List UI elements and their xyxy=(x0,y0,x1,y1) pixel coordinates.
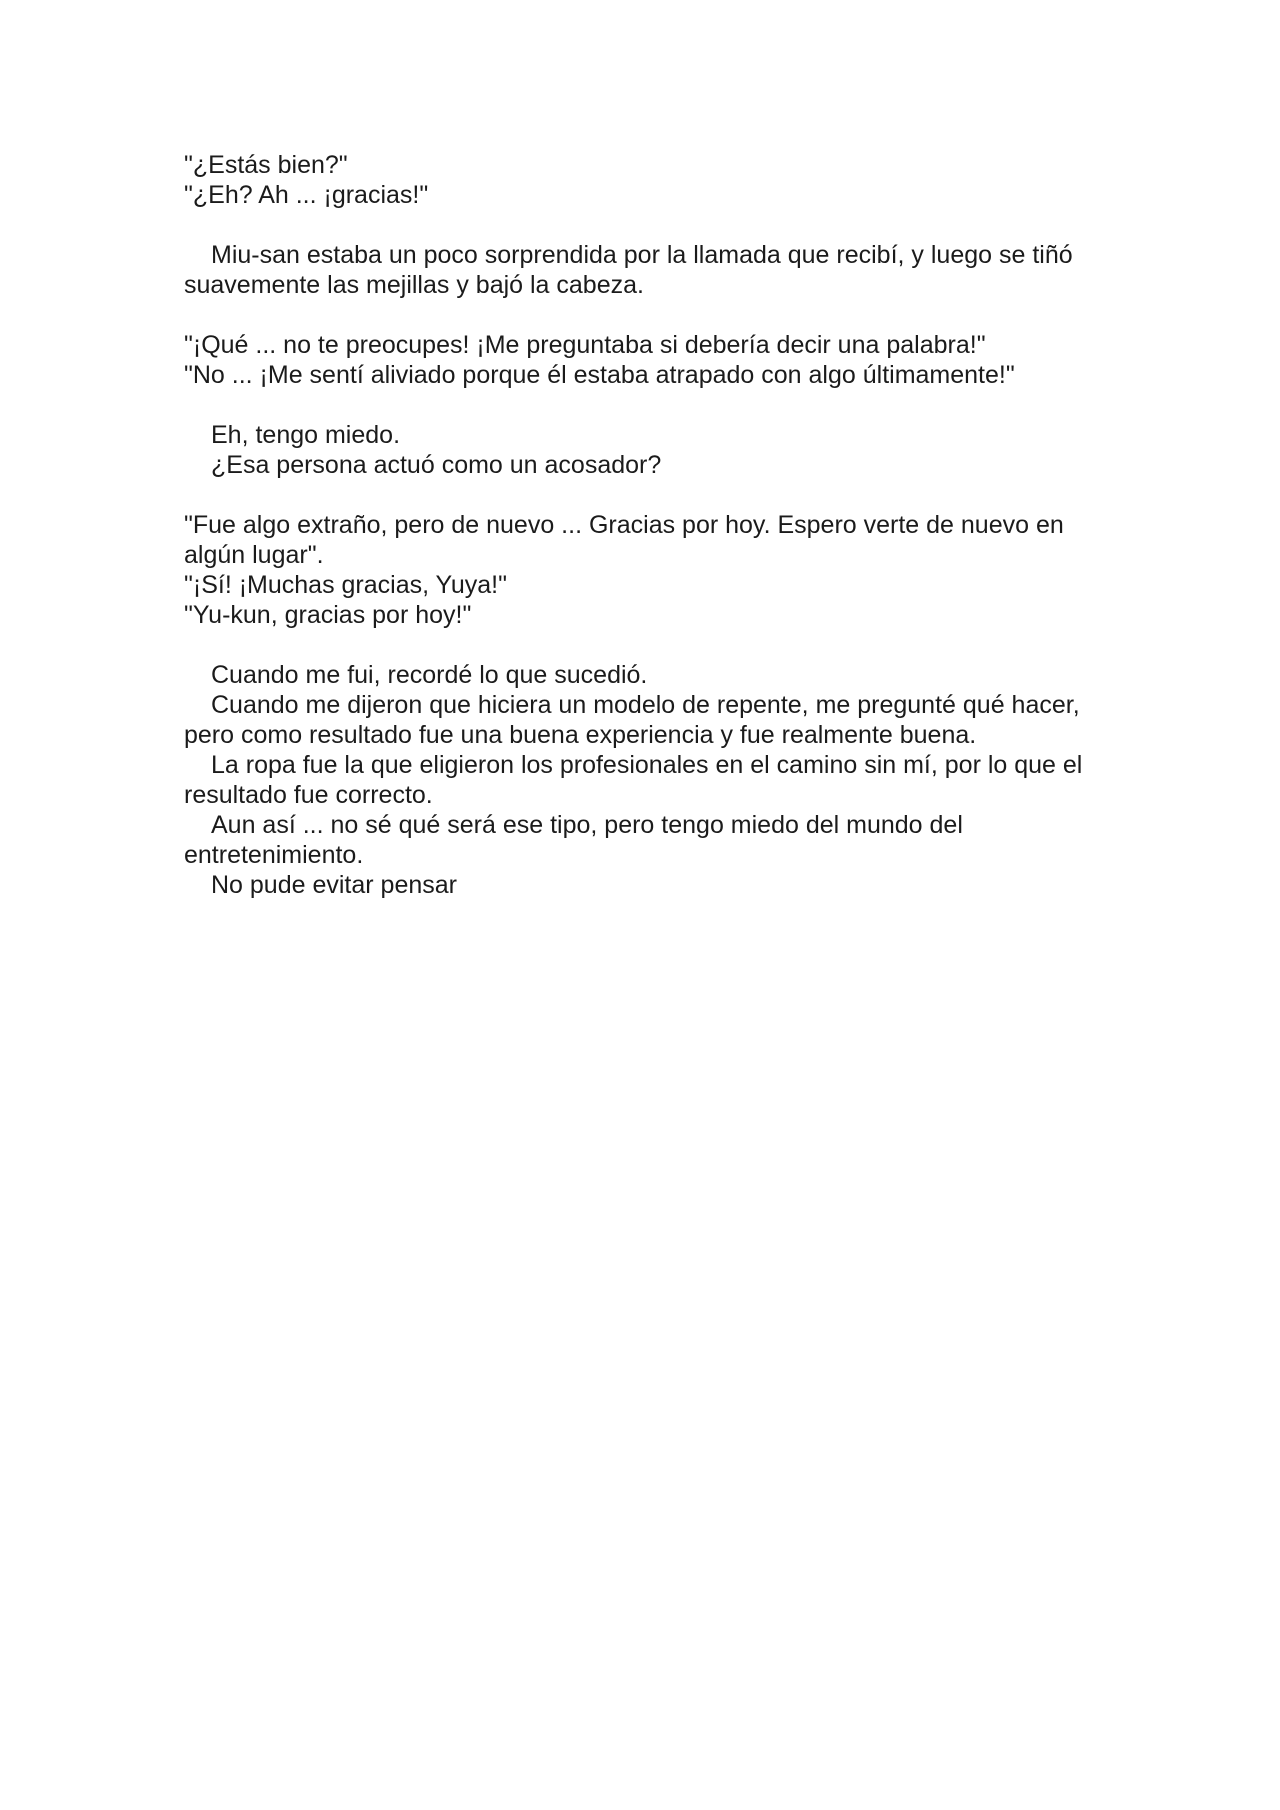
text-line: "¿Estás bien?" xyxy=(184,151,348,179)
paragraph-gap xyxy=(184,480,1124,510)
text-line: "¡Sí! ¡Muchas gracias, Yuya!" xyxy=(184,571,507,599)
text-line: Cuando me fui, recordé lo que sucedió. xyxy=(211,661,648,689)
text-line: "¡Qué ... no te preocupes! ¡Me preguntaba si debería decir una palabra!" xyxy=(184,331,986,359)
paragraph-gap xyxy=(184,300,1124,330)
text-line: ¿Esa persona actuó como un acosador? xyxy=(211,451,662,479)
paragraph-gap xyxy=(184,630,1124,660)
text-line: Cuando me dijeron que hiciera un modelo de repente, me pregunté qué hacer, pero como resultado fue una buena experiencia y fue realmente buena. xyxy=(184,691,1087,749)
text-line: No pude evitar pensar xyxy=(211,871,457,899)
text-line: Miu-san estaba un poco sorprendida por la llamada que recibí, y luego se tiñó suavemente las mejillas y bajó la cabeza. xyxy=(184,241,1080,299)
text-line: La ropa fue la que eligieron los profesionales en el camino sin mí, por lo que el resultado fue correcto. xyxy=(184,751,1090,809)
text-block xyxy=(184,510,1124,630)
text-block xyxy=(184,420,1124,480)
text-line: "No ... ¡Me sentí aliviado porque él estaba atrapado con algo últimamente!" xyxy=(184,361,1015,389)
paragraph-gap xyxy=(184,390,1124,420)
text-block xyxy=(184,150,1124,210)
document-page xyxy=(184,150,1124,900)
text-block xyxy=(184,330,1124,390)
text-block xyxy=(184,240,1124,300)
text-line: Eh, tengo miedo. xyxy=(211,421,401,449)
paragraph-gap xyxy=(184,210,1124,240)
text-line: "Yu-kun, gracias por hoy!" xyxy=(184,601,472,629)
text-line: Aun así ... no sé qué será ese tipo, pero tengo miedo del mundo del entretenimiento. xyxy=(184,811,970,869)
text-block xyxy=(184,660,1124,900)
text-line: "¿Eh? Ah ... ¡gracias!" xyxy=(184,181,429,209)
text-line: "Fue algo extraño, pero de nuevo ... Gracias por hoy. Espero verte de nuevo en algún lugar". xyxy=(184,511,1071,569)
